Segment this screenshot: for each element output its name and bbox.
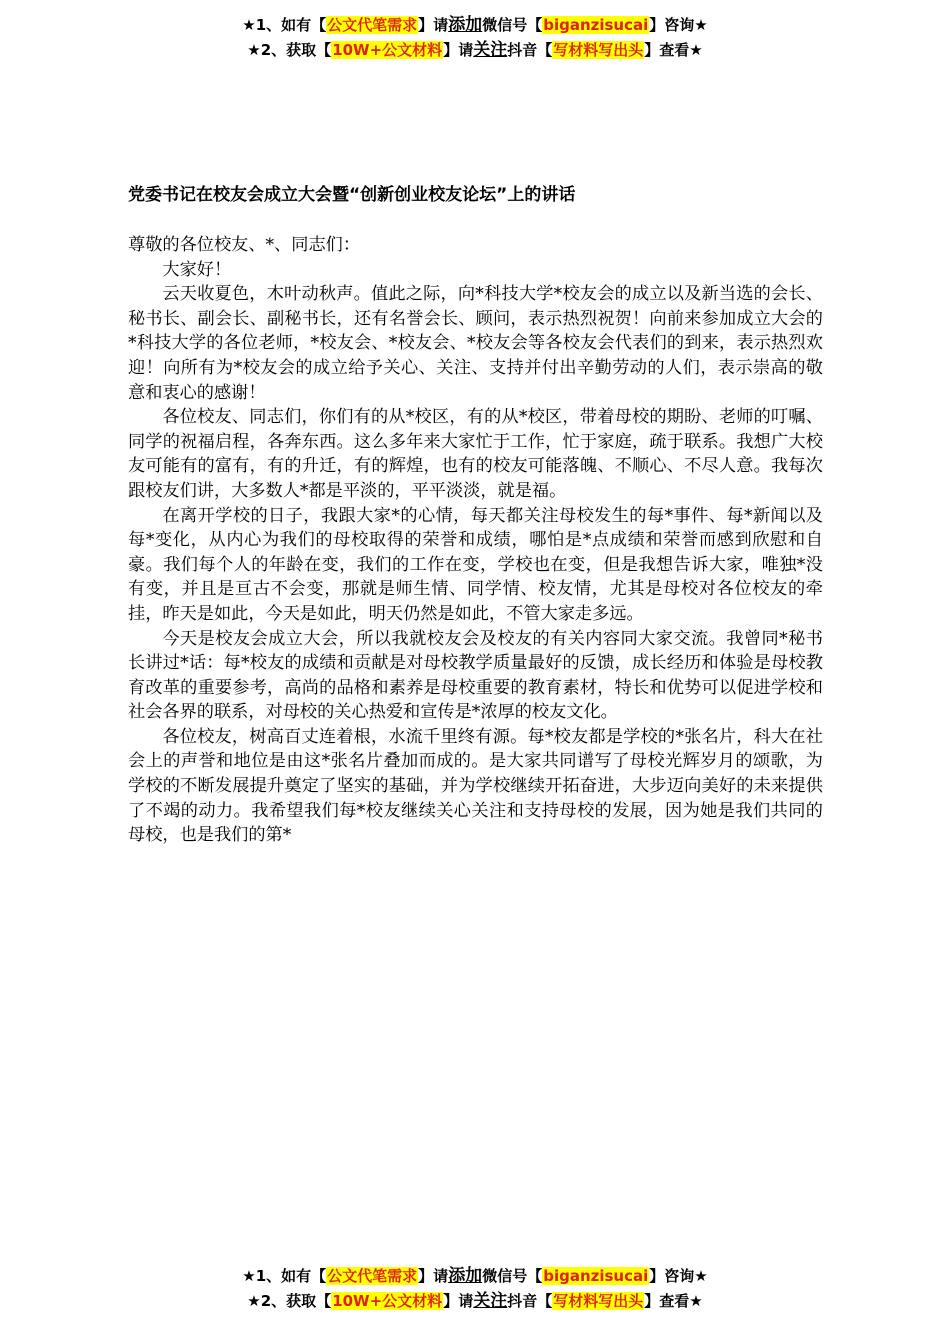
banner-highlight: 公文代笔需求 [327, 16, 418, 34]
salutation: 尊敬的各位校友、*、同志们： [128, 235, 361, 255]
greeting: 大家好！ [162, 259, 232, 280]
banner-text: 微信号【 [482, 16, 543, 34]
banner-text: ★1、如有【 [242, 16, 327, 34]
banner-text: 】请 [418, 1267, 449, 1285]
banner-text: 】请 [443, 1292, 474, 1310]
banner-highlight: 10W+公文材料 [332, 1292, 443, 1310]
banner-highlight: biganzisucai [543, 1267, 649, 1285]
banner-text: ★2、获取【 [247, 1292, 332, 1310]
banner-text: 】查看★ [644, 1292, 703, 1310]
banner-emphasis: 关注 [473, 1291, 508, 1311]
banner-emphasis: 添加 [448, 15, 483, 35]
banner-text: ★2、获取【 [247, 41, 332, 59]
banner-text: 抖音【 [507, 41, 553, 59]
banner-text: 微信号【 [482, 1267, 543, 1285]
document-title: 党委书记在校友会成立大会暨“创新创业校友论坛”上的讲话 [128, 185, 576, 205]
banner-line-1 [0, 13, 950, 38]
banner-line-2 [0, 1289, 950, 1314]
body-paragraph: 各位校友，树高百丈连着根，水流千里终有源。每*校友都是学校的*张名片，科大在社会上的声誉和地位是由这*张名片叠加而成的。是大家共同谱写了母校光辉岁月的颂歌，为学校的不断发展提升奠定了坚实的基础，并为学校继续开拓奋进，大步迈向美好的未来提供了不竭的动力。我希望我们每*校友继续关心关注和支持母校的发展，因为她是我们共同的母校，也是我们的第* [128, 726, 823, 846]
banner-text: 】咨询★ [649, 16, 708, 34]
body-paragraph: 各位校友、同志们，你们有的从*校区，有的从*校区，带着母校的期盼、老师的叮嘱、同学的祝福启程，各奔东西。这么多年来大家忙于工作，忙于家庭，疏于联系。我想广大校友可能有的富有，有的升迁，有的辉煌，也有的校友可能落魄、不顺心、不尽人意。我每次跟校友们讲，大多数人*都是平淡的，平平淡淡，就是福。 [128, 407, 823, 501]
banner-text: 】咨询★ [649, 1267, 708, 1285]
document-body [128, 233, 823, 848]
bottom-banner [0, 1264, 950, 1314]
banner-highlight: biganzisucai [543, 16, 649, 34]
banner-highlight: 写材料写出头 [553, 41, 644, 59]
body-paragraph: 在离开学校的日子，我跟大家*的心情，每天都关注母校发生的每*事件、每*新闻以及每*变化，从内心为我们的母校取得的荣誉和成绩，哪怕是*点成绩和荣誉而感到欣慰和自豪。我们每个人的年龄在变，我们的工作在变，学校也在变，但是我想告诉大家，唯独*没有变，并且是亘古不会变，那就是师生情、同学情、校友情，尤其是母校对各位校友的牵挂，昨天是如此，今天是如此，明天仍然是如此，不管大家走多远。 [128, 505, 823, 624]
banner-line-2 [0, 38, 950, 63]
body-paragraph: 今天是校友会成立大会，所以我就校友会及校友的有关内容同大家交流。我曾同*秘书长讲过*话：每*校友的成绩和贡献是对母校教学质量最好的反馈，成长经历和体验是母校教育改革的重要参考，高尚的品格和素养是母校重要的教育素材，特长和优势可以促进学校和社会各界的联系，对母校的关心热爱和宣传是*浓厚的校友文化。 [128, 628, 823, 723]
banner-emphasis: 添加 [448, 1266, 483, 1286]
banner-line-1 [0, 1264, 950, 1289]
banner-highlight: 公文代笔需求 [327, 1267, 418, 1285]
banner-highlight: 10W+公文材料 [332, 41, 443, 59]
banner-text: 】查看★ [644, 41, 703, 59]
banner-emphasis: 关注 [473, 40, 508, 60]
top-banner [0, 13, 950, 63]
body-paragraph: 云天收夏色，木叶动秋声。值此之际，向*科技大学*校友会的成立以及新当选的会长、秘书长、副会长、副秘书长，还有名誉会长、顾问，表示热烈祝贺！向前来参加成立大会的*科技大学的各位老师，*校友会、*校友会、*校友会等各校友会代表们的到来，表示热烈欢迎！向所有为*校友会的成立给予关心、关注、支持并付出辛勤劳动的人们，表示崇高的敬意和衷心的感谢！ [128, 284, 823, 403]
banner-highlight: 写材料写出头 [553, 1292, 644, 1310]
banner-text: 抖音【 [507, 1292, 553, 1310]
banner-text: ★1、如有【 [242, 1267, 327, 1285]
banner-text: 】请 [443, 41, 474, 59]
banner-text: 】请 [418, 16, 449, 34]
